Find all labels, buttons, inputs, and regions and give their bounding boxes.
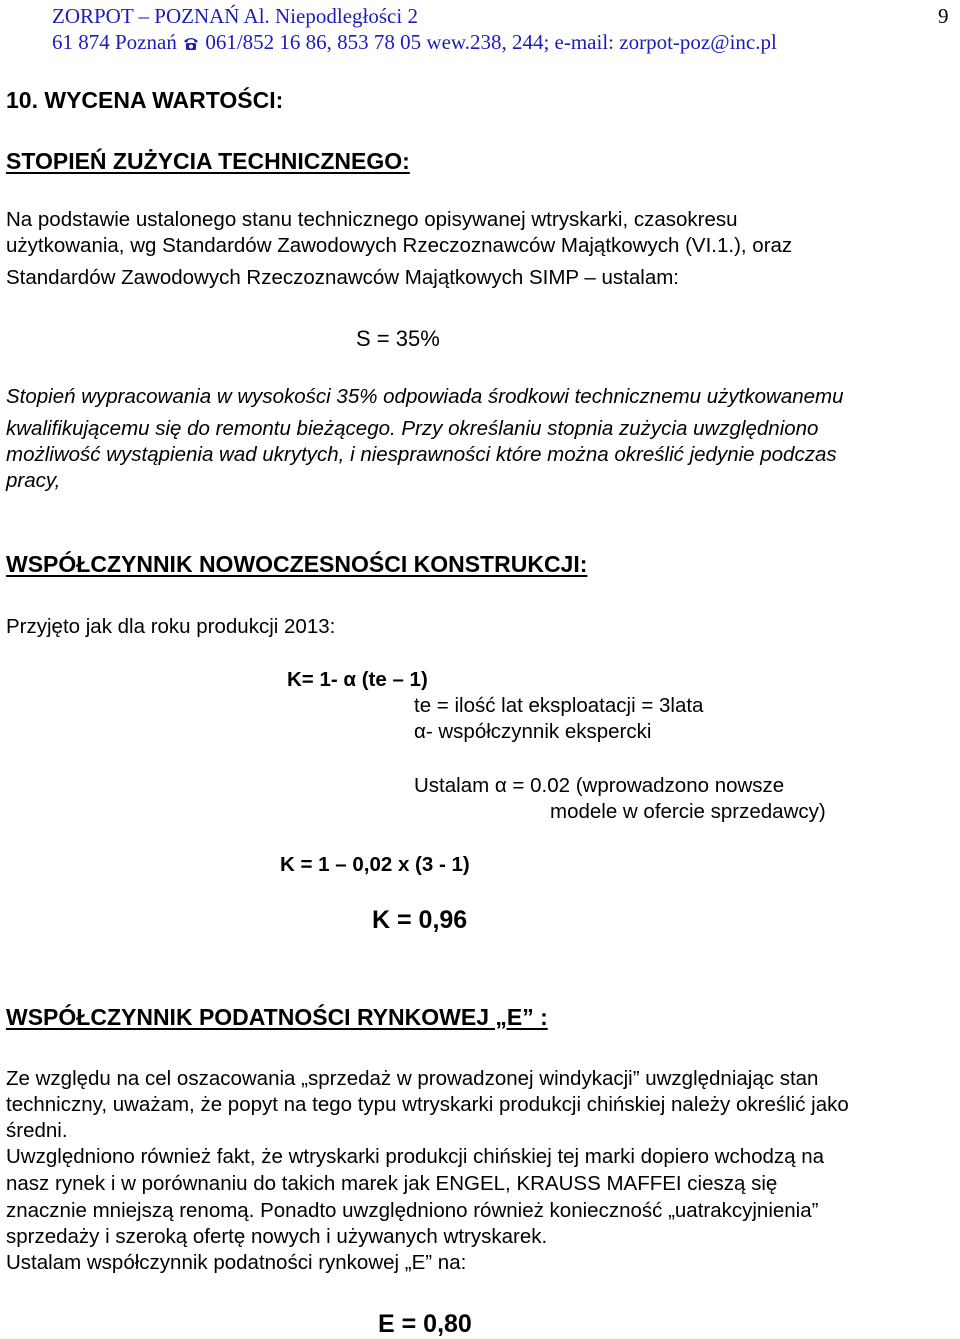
market-paragraph-line: Ze względu na cel oszacowania „sprzedaż w prowadzonej windykacji” uwzględniając stan [6, 1067, 819, 1090]
section-title: 10. WYCENA WARTOŚCI: [6, 87, 284, 113]
modernity-set-line: modele w ofercie sprzedawcy) [550, 800, 826, 823]
market-paragraph-line: techniczny, uważam, że popyt na tego typu wtryskarki produkcji chińskiej należy określić jako [6, 1093, 849, 1116]
wear-note-line: kwalifikującemu się do remontu bieżącego. Przy określaniu stopnia zużycia uwzględniono [6, 417, 819, 440]
header-email-link[interactable]: zorpot-poz@inc.pl [619, 30, 777, 54]
telephone-icon [182, 32, 200, 48]
wear-note-line: możliwość wystąpienia wad ukrytych, i niesprawności które można określić jedynie podczas [6, 443, 837, 466]
market-paragraph-line: nasz rynek i w porównaniu do takich marek jak ENGEL, KRAUSS MAFFEI cieszą się [6, 1172, 778, 1195]
modernity-intro: Przyjęto jak dla roku produkcji 2013: [6, 615, 336, 638]
modernity-heading: WSPÓŁCZYNNIK NOWOCZESNOŚCI KONSTRUKCJI: [6, 551, 588, 577]
wear-heading: STOPIEŃ ZUŻYCIA TECHNICZNEGO: [6, 148, 410, 174]
modernity-formula: K= 1- α (te – 1) [287, 668, 428, 691]
market-paragraph-line: Uwzględniono również fakt, że wtryskarki produkcji chińskiej tej marki dopiero wchodzą na [6, 1145, 825, 1168]
market-heading: WSPÓŁCZYNNIK PODATNOŚCI RYNKOWEJ „E” : [6, 1004, 548, 1030]
market-result: E = 0,80 [378, 1310, 472, 1338]
modernity-set-line: Ustalam α = 0.02 (wprowadzono nowsze [414, 774, 785, 797]
modernity-calc: K = 1 – 0,02 x (3 - 1) [280, 853, 470, 876]
modernity-def-alpha: α- współczynnik ekspercki [414, 720, 652, 743]
header-contact-line [52, 30, 777, 55]
header-phones: 061/852 16 86, 853 78 05 wew.238, 244; e-mail: [200, 30, 620, 54]
wear-note-line: Stopień wypracowania w wysokości 35% odpowiada środkowi technicznemu użytkowanemu [6, 385, 844, 408]
modernity-result: K = 0,96 [372, 906, 468, 934]
market-set-line: Ustalam współczynnik podatności rynkowej „E” na: [6, 1251, 467, 1274]
market-paragraph-line: średni. [6, 1119, 68, 1142]
header-company-line: ZORPOT – POZNAŃ Al. Niepodległości 2 [52, 4, 418, 28]
wear-paragraph-line: Standardów Zawodowych Rzeczoznawców Majątkowych SIMP – ustalam: [6, 266, 679, 289]
wear-formula: S = 35% [356, 326, 440, 351]
wear-paragraph-line: użytkowania, wg Standardów Zawodowych Rzeczoznawców Majątkowych (VI.1.), oraz [6, 234, 793, 257]
market-paragraph-line: sprzedaży i szeroką ofertę nowych i używanych wtryskarek. [6, 1225, 548, 1248]
page-number: 9 [938, 4, 949, 28]
wear-note-line: pracy, [6, 469, 61, 492]
header-address: 61 874 Poznań [52, 30, 183, 54]
modernity-def-te: te = ilość lat eksploatacji = 3lata [414, 694, 704, 717]
wear-paragraph-line: Na podstawie ustalonego stanu technicznego opisywanej wtryskarki, czasokresu [6, 208, 738, 231]
market-paragraph-line: znacznie mniejszą renomą. Ponadto uwzględniono również konieczność „uatrakcyjnienia” [6, 1199, 819, 1222]
